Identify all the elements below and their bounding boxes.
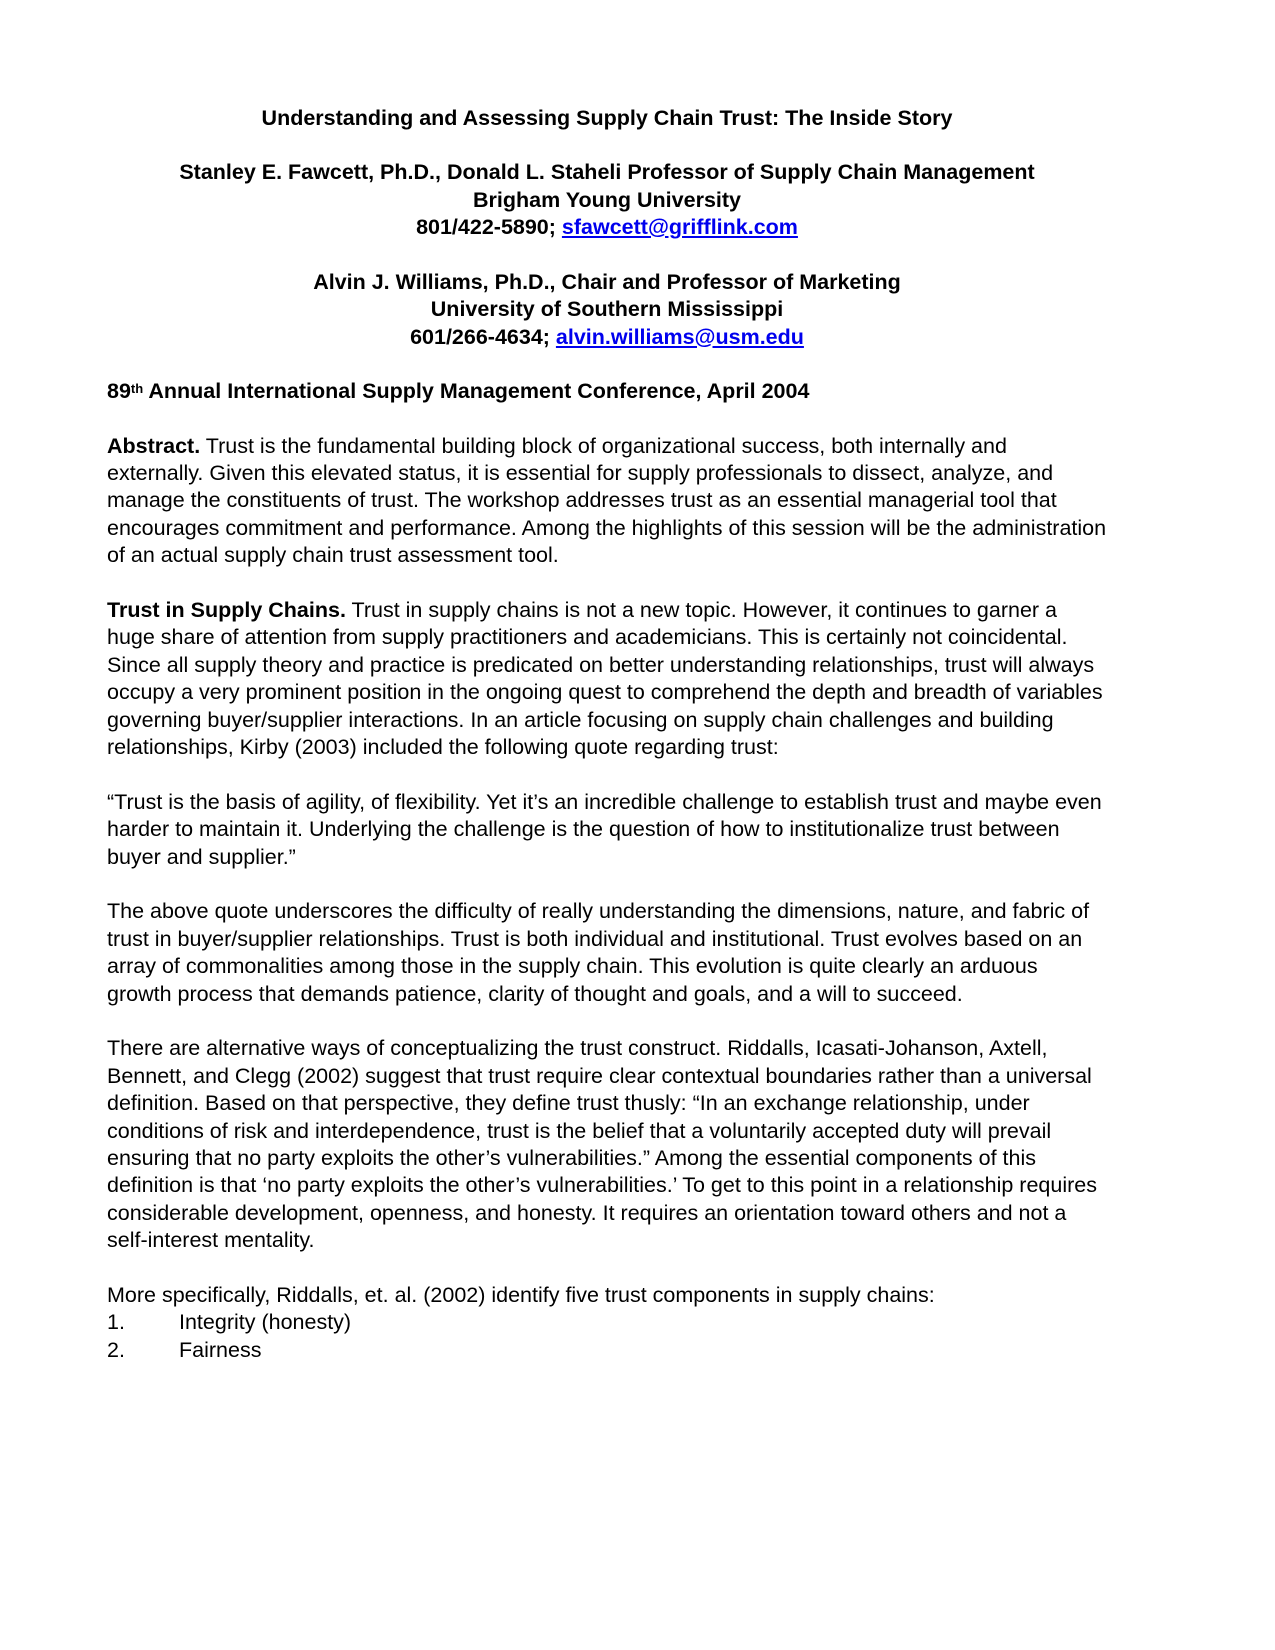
author-email-link[interactable]: sfawcett@grifflink.com — [561, 215, 798, 239]
quote-paragraph: “Trust is the basis of agility, of flexibility. Yet it’s an incredible challenge to establish trust and maybe even harder to maintain it. Underlying the challenge is the question of how to institutionalize trust between buyer and supplier.” — [107, 789, 1102, 869]
list-intro: More specifically, Riddalls, et. al. (2002) identify five trust components in supply chains: — [107, 1283, 935, 1308]
abstract-paragraph — [107, 433, 1107, 570]
abstract-label: Abstract. — [107, 433, 201, 458]
author-phone: 601/266-4634; — [410, 324, 556, 349]
author-phone: 801/422-5890; — [416, 215, 562, 239]
section-heading: Trust in Supply Chains. — [107, 597, 346, 622]
document-title: Understanding and Assessing Supply Chain Trust: The Inside Story — [261, 106, 953, 130]
author-affiliation: University of Southern Mississippi — [430, 297, 784, 321]
author-contact — [107, 214, 1107, 242]
list-item-number: 1. — [107, 1310, 125, 1335]
conference-text: Annual International Supply Management Conference, April 2004 — [143, 379, 810, 403]
list-item-number: 2. — [107, 1337, 125, 1362]
author-block-1 — [107, 159, 1107, 242]
document-page — [107, 104, 1107, 1364]
section-paragraph — [107, 597, 1107, 761]
author-contact — [107, 324, 1107, 352]
list-item-text: Integrity (honesty) — [179, 1310, 352, 1335]
trust-components-list — [107, 1309, 1107, 1364]
body-paragraph: There are alternative ways of conceptualizing the trust construct. Riddalls, Icasati-Johanson, Axtell, Bennett, and Clegg (2002) suggest that trust require clear contextual boundaries rather than a universal definition. Based on that perspective, they define trust thusly: “In an exchange relationship, under conditions of risk and interdependence, trust is the belief that a voluntarily accepted duty will prevail ensuring that no party exploits the other’s vulnerabilities.” Among the essential components of this definition is that ‘no party exploits the other’s vulnerabilities.’ To get to this point in a relationship requires considerable development, openness, and honesty. It requires an orientation toward others and not a self-interest mentality. — [107, 1036, 1097, 1253]
author-block-2 — [107, 269, 1107, 352]
author-affiliation: Brigham Young University — [472, 187, 741, 212]
author-name-title: Stanley E. Fawcett, Ph.D., Donald L. Staheli Professor of Supply Chain Management — [179, 160, 1035, 184]
conference-line — [107, 378, 1107, 406]
body-paragraph: The above quote underscores the difficulty of really understanding the dimensions, nature, and fabric of trust in buyer/supplier relationships. Trust is both individual and institutional. Trust evolves based on an array of commonalities among those in the supply chain. This evolution is quite clearly an arduous growth process that demands patience, clarity of thought and goals, and a will to succeed. — [107, 899, 1090, 1006]
conference-number: 89 — [107, 379, 131, 403]
abstract-text: Trust is the fundamental building block of organizational success, both internally and externally. Given this elevated status, it is essential for supply professionals to dissect, analyze, and manage the constituents of trust. The workshop addresses trust as an essential managerial tool that encourages commitment and performance. Among the highlights of this session will be the administration of an actual supply chain trust assessment tool. — [107, 433, 1107, 568]
section-text: Trust in supply chains is not a new topic. However, it continues to garner a huge share of attention from supply practitioners and academicians. This is certainly not coincidental. Since all supply theory and practice is predicated on better understanding relationships, trust will always occupy a very prominent position in the ongoing quest to comprehend the depth and breadth of variables governing buyer/supplier interactions. In an article focusing on supply chain challenges and building relationships, Kirby (2003) included the following quote regarding trust: — [107, 597, 1103, 759]
author-name-title: Alvin J. Williams, Ph.D., Chair and Professor of Marketing — [313, 269, 901, 294]
author-email-link[interactable]: alvin.williams@usm.edu — [555, 324, 804, 349]
list-item — [107, 1309, 1107, 1336]
conference-ordinal-suffix: th — [130, 381, 144, 396]
list-item-text: Fairness — [179, 1337, 262, 1362]
list-item — [107, 1337, 1107, 1364]
